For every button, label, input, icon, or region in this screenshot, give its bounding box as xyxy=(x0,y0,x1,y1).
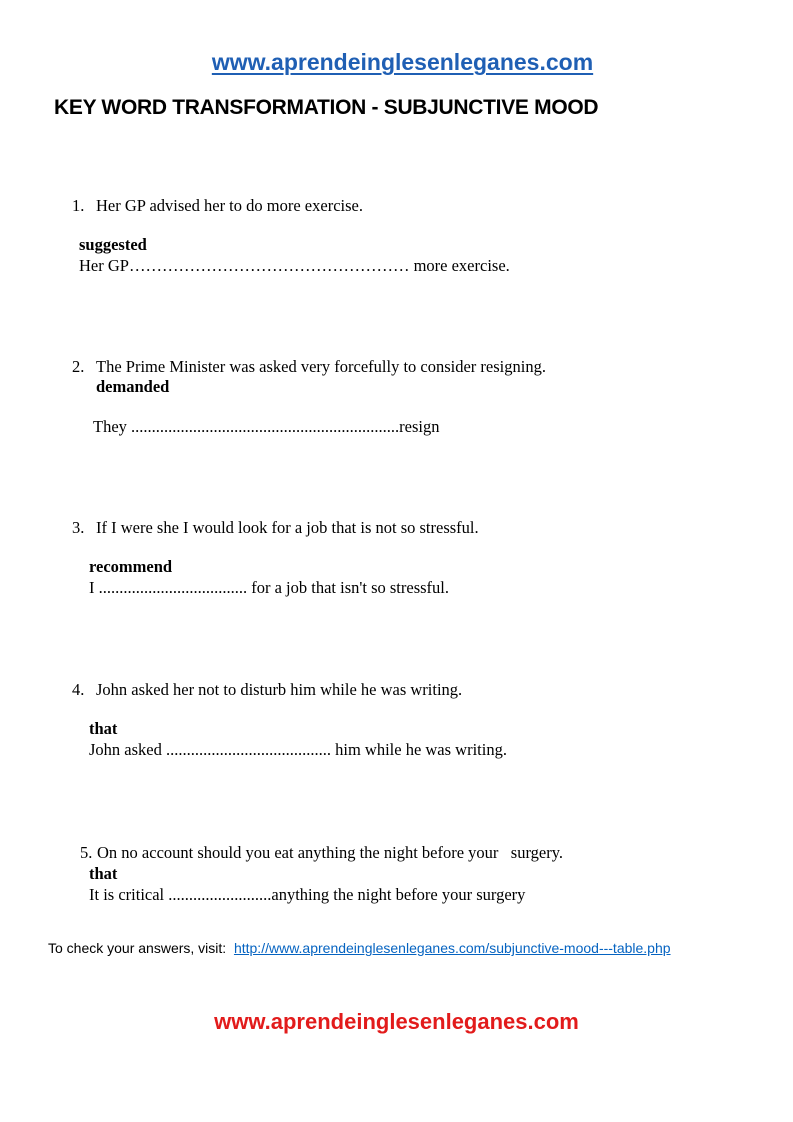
exercise-prompt: Her GP…………………………………………… more exercise. xyxy=(79,256,510,275)
exercise-keyword: suggested xyxy=(79,235,147,254)
exercise-sentence: Her GP advised her to do more exercise. xyxy=(96,196,363,215)
exercise-keyword: demanded xyxy=(96,377,170,396)
exercise-prompt: It is critical .........................anything the night before your surgery xyxy=(89,885,526,904)
exercise-number: 3. xyxy=(72,518,85,537)
exercise-number: 2. xyxy=(72,357,85,376)
exercise-sentence: John asked her not to disturb him while he was writing. xyxy=(96,680,463,699)
exercise-keyword: that xyxy=(89,719,118,738)
exercise-sentence: If I were she I would look for a job that is not so stressful. xyxy=(96,518,479,537)
page-title: KEY WORD TRANSFORMATION - SUBJUNCTIVE MOOD xyxy=(54,96,599,119)
exercise-number: 4. xyxy=(72,680,85,699)
bottom-site-link[interactable]: www.aprendeinglesenleganes.com xyxy=(214,1009,579,1034)
exercise-prompt: I .................................... for a job that isn't so stressful. xyxy=(89,578,449,597)
top-site-link[interactable]: www.aprendeinglesenleganes.com xyxy=(211,49,594,75)
exercise-keyword: that xyxy=(89,864,118,883)
answers-note xyxy=(48,940,671,956)
exercise-prompt: John asked ........................................ him while he was writing. xyxy=(89,740,507,759)
exercise-sentence: The Prime Minister was asked very forcefully to consider resigning. xyxy=(96,357,546,376)
exercise-sentence: On no account should you eat anything the night before your surgery. xyxy=(97,843,564,862)
answers-note-text: To check your answers, visit: xyxy=(48,940,227,956)
exercise-number: 5. xyxy=(80,843,93,862)
exercise-prompt: They .................................................................resign xyxy=(93,417,440,436)
exercise-keyword: recommend xyxy=(89,557,173,576)
exercise-number: 1. xyxy=(72,196,85,215)
answers-link[interactable]: http://www.aprendeinglesenleganes.com/subjunctive-mood---table.php xyxy=(233,940,671,956)
